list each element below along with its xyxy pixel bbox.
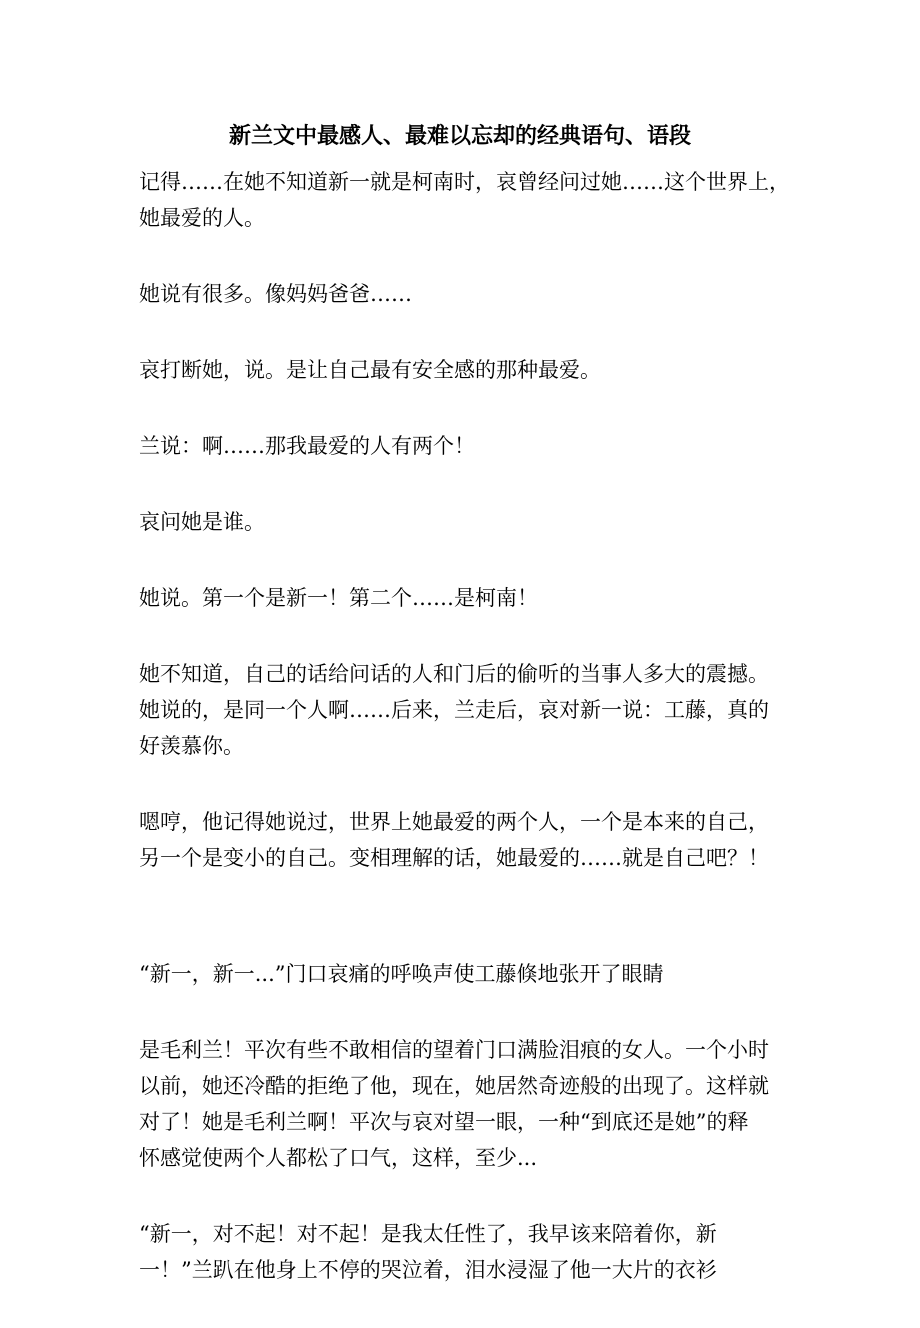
text-line: “新一，新一...”门口哀痛的呼唤声使工藤倏地张开了眼睛 xyxy=(139,962,664,986)
text-line: 她最爱的人。 xyxy=(139,206,265,230)
text-line: 她说的，是同一个人啊……后来，兰走后，哀对新一说：工藤，真的 xyxy=(139,698,769,722)
paragraph xyxy=(139,580,789,616)
text-line: 她说。第一个是新一！第二个……是柯南！ xyxy=(139,586,538,610)
text-line: 另一个是变小的自己。变相理解的话，她最爱的……就是自己吧？！ xyxy=(139,846,769,870)
paragraph xyxy=(139,428,789,464)
document-body xyxy=(139,164,789,1328)
paragraph xyxy=(139,804,789,876)
text-line: “新一，对不起！对不起！是我太任性了，我早该来陪着你，新 xyxy=(139,1222,717,1246)
text-line: 怀感觉使两个人都松了口气，这样，至少... xyxy=(139,1146,538,1170)
paragraph xyxy=(139,504,789,540)
paragraph xyxy=(139,352,789,388)
paragraph xyxy=(139,276,789,312)
text-line: 嗯哼，他记得她说过，世界上她最爱的两个人，一个是本来的自己， xyxy=(139,810,769,834)
text-line: 好羡慕你。 xyxy=(139,734,244,758)
document-title: 新兰文中最感人、最难以忘却的经典语句、语段 xyxy=(228,123,691,149)
text-line: 一！”兰趴在他身上不停的哭泣着，泪水浸湿了他一大片的衣衫 xyxy=(139,1258,717,1282)
text-line: 她说有很多。像妈妈爸爸…… xyxy=(139,282,412,306)
paragraph xyxy=(139,1216,789,1288)
text-line: 对了！她是毛利兰啊！平次与哀对望一眼，一种“到底还是她”的释 xyxy=(139,1110,749,1134)
text-line: 哀问她是谁。 xyxy=(139,510,265,534)
paragraph xyxy=(139,1032,789,1176)
text-line: 兰说：啊……那我最爱的人有两个！ xyxy=(139,434,475,458)
text-line: 以前，她还冷酷的拒绝了他，现在，她居然奇迹般的出现了。这样就 xyxy=(139,1074,769,1098)
paragraph xyxy=(139,956,789,992)
text-line: 记得……在她不知道新一就是柯南时，哀曾经问过她……这个世界上， xyxy=(139,170,790,194)
text-line: 她不知道，自己的话给问话的人和门后的偷听的当事人多大的震撼。 xyxy=(139,662,769,686)
paragraph xyxy=(139,656,789,764)
text-line: 是毛利兰！平次有些不敢相信的望着门口满脸泪痕的女人。一个小时 xyxy=(139,1038,769,1062)
text-line: 哀打断她，说。是让自己最有安全感的那种最爱。 xyxy=(139,358,601,382)
paragraph xyxy=(139,164,789,236)
